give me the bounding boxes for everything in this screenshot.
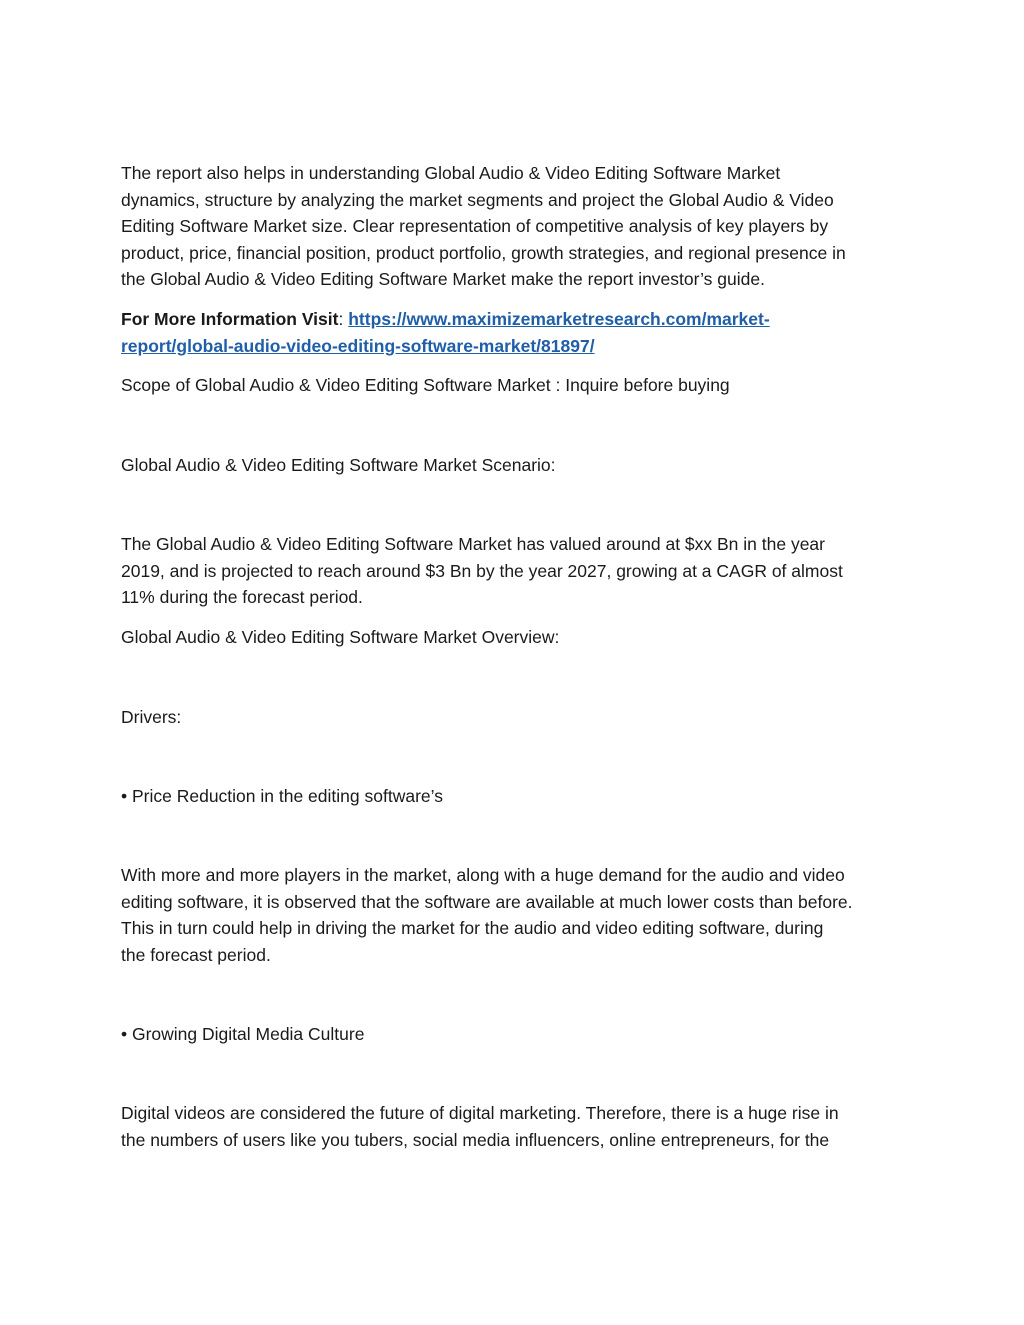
driver1-line: With more and more players in the market, along with a huge demand for the audio and video [121, 865, 845, 885]
driver1-title [121, 783, 911, 810]
intro-line: The report also helps in understanding Global Audio & Video Editing Software Market [121, 163, 781, 183]
intro-paragraph [121, 160, 911, 293]
drivers-heading-text: Drivers: [121, 707, 182, 727]
valuation-paragraph [121, 531, 911, 611]
driver2-paragraph [121, 1100, 911, 1153]
scenario-heading [121, 452, 911, 479]
more-info-link-part1[interactable]: https://www.maximizemarketresearch.com/market- [348, 309, 770, 329]
drivers-heading [121, 704, 911, 731]
valuation-line: 11% during the forecast period. [121, 587, 363, 607]
valuation-line: 2019, and is projected to reach around $3 Bn by the year 2027, growing at a CAGR of almost [121, 560, 843, 581]
more-info-link-part2[interactable]: report/global-audio-video-editing-software-market/81897/ [121, 335, 595, 356]
driver1-title-text: • Price Reduction in the editing software’s [121, 786, 443, 806]
intro-line: dynamics, structure by analyzing the market segments and project the Global Audio & Video [121, 189, 834, 210]
driver2-title-text: • Growing Digital Media Culture [121, 1024, 365, 1044]
driver1-line: the forecast period. [121, 944, 271, 965]
driver1-line: This in turn could help in driving the market for the audio and video editing software, during [121, 918, 824, 938]
scenario-heading-text: Global Audio & Video Editing Software Market Scenario: [121, 455, 556, 475]
more-info-label: For More Information Visit [121, 309, 339, 329]
overview-heading-text: Global Audio & Video Editing Software Market Overview: [121, 627, 560, 647]
driver1-line: editing software, it is observed that the software are available at much lower costs than before. [121, 891, 853, 912]
more-info-separator: : [338, 309, 344, 329]
driver1-paragraph [121, 862, 911, 968]
overview-heading [121, 624, 911, 651]
driver2-line: the numbers of users like you tubers, social media influencers, online entrepreneurs, for the [121, 1129, 830, 1150]
scope-text: Scope of Global Audio & Video Editing Software Market : Inquire before buying [121, 375, 730, 395]
more-info-paragraph [121, 306, 911, 359]
intro-line: product, price, financial position, product portfolio, growth strategies, and regional presence in [121, 242, 846, 263]
driver2-line: Digital videos are considered the future of digital marketing. Therefore, there is a huge rise in [121, 1103, 839, 1123]
intro-line: Editing Software Market size. Clear representation of competitive analysis of key players by [121, 216, 829, 236]
intro-line: the Global Audio & Video Editing Software Market make the report investor’s guide. [121, 269, 765, 289]
valuation-line: The Global Audio & Video Editing Software Market has valued around at $xx Bn in the year [121, 534, 825, 554]
driver2-title [121, 1021, 911, 1048]
scope-paragraph [121, 372, 911, 399]
